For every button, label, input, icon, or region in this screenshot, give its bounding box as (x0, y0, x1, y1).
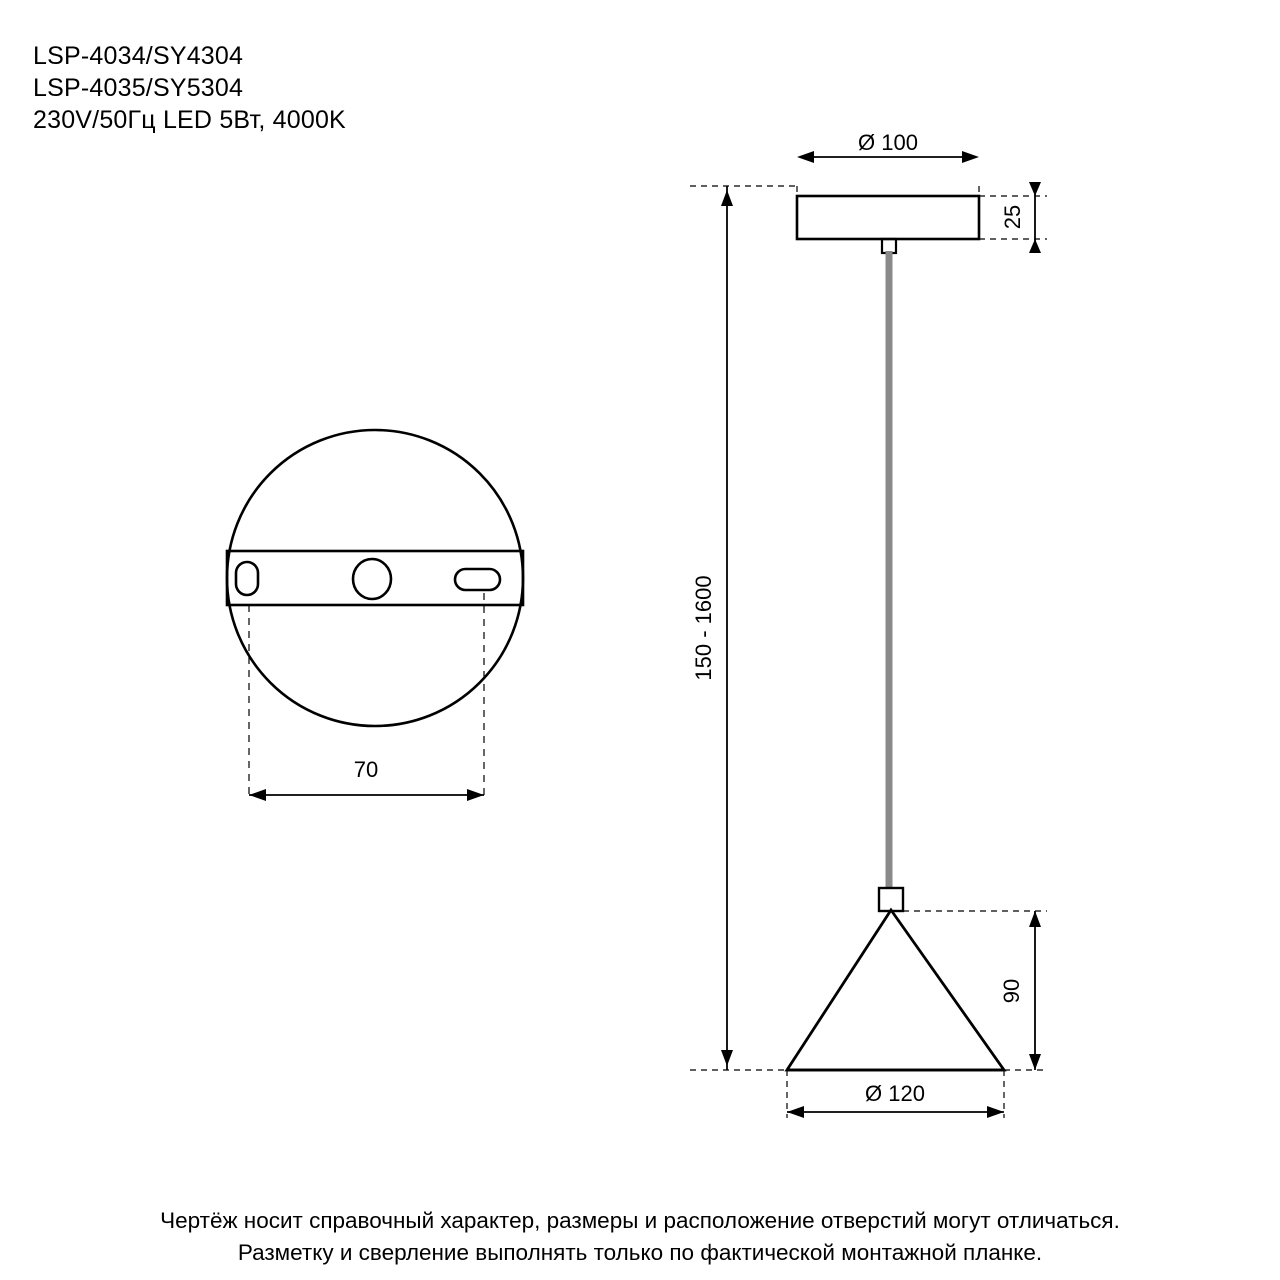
drop-arrow-top (721, 190, 733, 206)
plate-width-label: 70 (353, 757, 379, 782)
right-mounting-slot (455, 569, 500, 590)
canopy-dia-arrow-right (962, 151, 979, 163)
mounting-plate-top-view (227, 430, 523, 801)
shade-h-arrow-bottom (1029, 1054, 1041, 1070)
canopy-body-rect (797, 196, 979, 239)
drop-arrow-bottom (721, 1050, 733, 1066)
canopy-diameter-label: Ø 100 (858, 130, 918, 155)
disclaimer-line-2: Разметку и сверление выполнять только по фактической монтажной планке. (237, 1239, 1043, 1265)
canopy-outer-circle (227, 430, 523, 726)
shade-height-label: 90 (999, 978, 1024, 1004)
shade-top-connector (879, 888, 903, 911)
disclaimer-note (0, 1205, 1280, 1269)
plate-dim-arrow-left (249, 789, 266, 801)
plate-dim-arrow-right (467, 789, 484, 801)
drop-range-label: 150 - 1600 (691, 575, 716, 681)
shade-diameter-label: Ø 120 (865, 1081, 925, 1106)
product-spec-line: 230V/50Гц LED 5Вт, 4000K (33, 106, 346, 134)
pendant-elevation-view (690, 130, 1047, 1118)
disclaimer-line-1: Чертёж носит справочный характер, размеры и расположение отверстий могут отличаться. (160, 1208, 1120, 1233)
cone-shade-outline (787, 910, 1004, 1070)
canopy-cable-connector (882, 239, 896, 253)
shade-h-arrow-top (1029, 911, 1041, 927)
canopy-dia-arrow-left (797, 151, 814, 163)
product-code-line-2: LSP-4035/SY5304 (33, 74, 244, 102)
center-cable-hole (353, 559, 391, 599)
canopy-h-arrow-bottom (1029, 239, 1041, 253)
left-mounting-slot (236, 562, 258, 595)
product-code-line-1: LSP-4034/SY4304 (33, 42, 244, 70)
shade-dia-arrow-right (987, 1106, 1004, 1118)
canopy-height-label: 25 (1000, 204, 1025, 230)
canopy-h-arrow-top (1029, 182, 1041, 196)
shade-dia-arrow-left (787, 1106, 804, 1118)
